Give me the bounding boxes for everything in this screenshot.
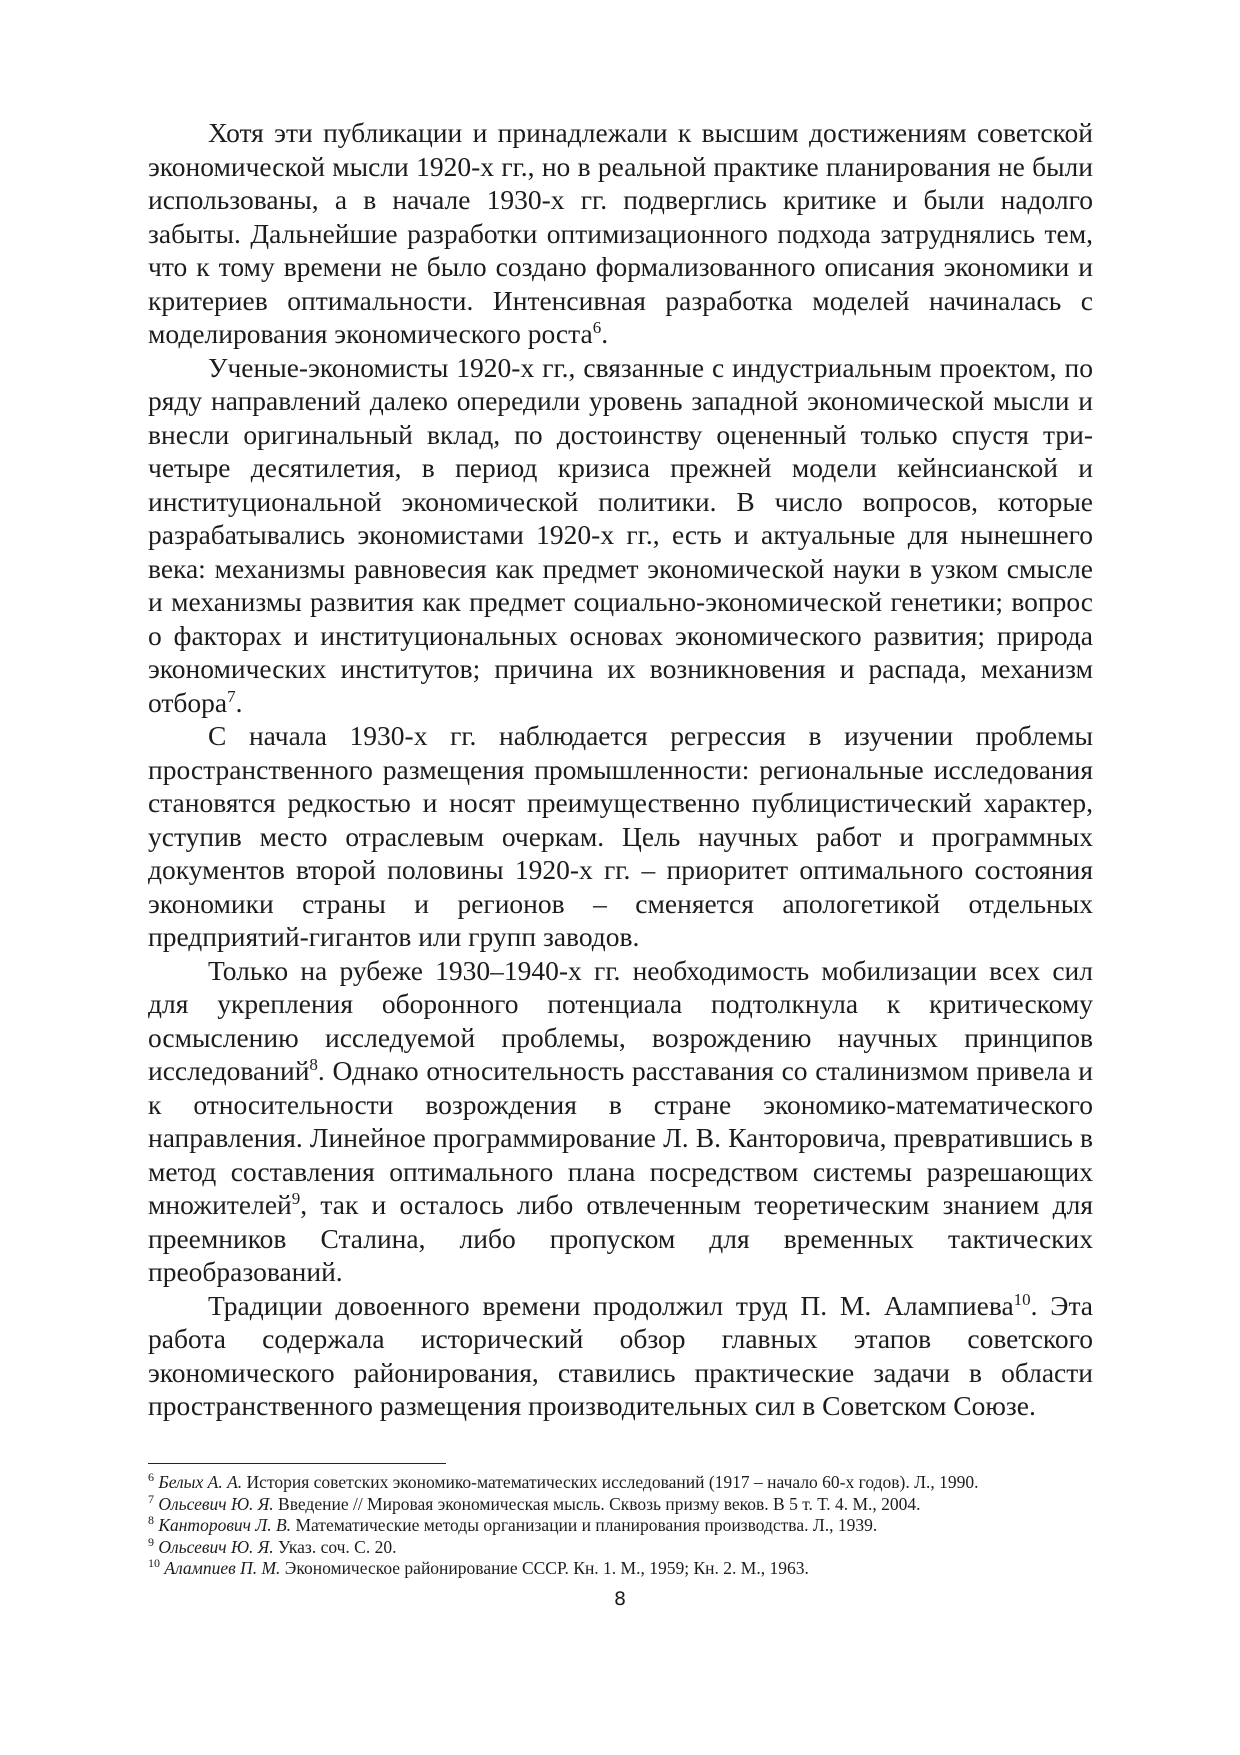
page-number: 8 — [613, 1588, 627, 1610]
paragraph-text: Традиции довоенного времени продолжил труд П. М. Алампиева — [208, 1289, 1014, 1321]
footnote — [148, 1472, 1093, 1494]
footnote — [148, 1534, 1093, 1559]
paragraph — [148, 116, 1093, 351]
footnote-text: История советских экономико-математических исследований (1917 – начало 60-х годов). Л., 1990. — [242, 1472, 979, 1492]
footnote-separator — [148, 1463, 446, 1464]
paragraph — [148, 719, 1093, 954]
body-text — [148, 116, 1093, 1423]
footnote-number: 6 — [148, 1470, 154, 1485]
footnote-author: Белых А. А. — [158, 1472, 243, 1492]
footnote-author: Ольсевич Ю. Я. — [158, 1493, 274, 1514]
footnote-reference[interactable]: 7 — [227, 686, 236, 706]
paragraph-text: . — [601, 318, 609, 349]
paragraph-text: Хотя эти публикации и принадлежали к высшим достижениям советской экономической мысли 1920-х гг., но в реальной практике планирования не были использованы, а в начале 1930-х гг. подверглись критике и были надолго забыты. Дальнейшие разработки оптимизационного подхода затруднялись тем, что к тому времени не было создано формализованного описания экономики и критериев оптимальности. Интенсивная разработка моделей начиналась с моделирования экономического роста — [148, 117, 1093, 349]
footnote — [148, 1558, 1093, 1580]
footnote-text: Введение // Мировая экономическая мысль. Сквозь призму веков. В 5 т. Т. 4. М., 2004. — [273, 1493, 921, 1514]
footnote — [148, 1515, 1093, 1537]
footnote-text: Экономическое районирование СССР. Кн. 1. М., 1959; Кн. 2. М., 1963. — [280, 1558, 809, 1578]
footnote-number: 9 — [148, 1534, 154, 1549]
footnote-author: Алампиев П. М. — [164, 1558, 281, 1578]
footnote-reference[interactable]: 8 — [309, 1054, 318, 1074]
footnote-number: 7 — [148, 1491, 154, 1506]
paragraph-text: . Однако относительность расставания со сталинизмом привела и к относительности возрождения в стране экономико-математического направления. Линейное программирование Л. В. Канторовича, превратившись в метод составления оптимального плана посредством системы разрешающих множителей — [148, 1055, 1093, 1220]
paragraph-text: . Эта работа содержала исторический обзор главных этапов советского экономического районирования, ставились практические задачи в области пространственного размещения производительных сил в Советском Союзе. — [148, 1289, 1094, 1421]
footnotes — [148, 1472, 1093, 1580]
footnote-author: Ольсевич Ю. Я. — [158, 1536, 274, 1557]
paragraph-text: , так и осталось либо отвлеченным теоретическим знанием для преемников Сталина, либо пропуском для временных тактических преобразований. — [148, 1189, 1093, 1287]
paragraph-text: Только на рубеже 1930–1940-х гг. необходимость мобилизации всех сил для укрепления оборонного потенциала подтолкнула к критическому осмыслению исследуемой проблемы, возрождению научных принципов исследований — [148, 954, 1093, 1086]
paragraph — [148, 1289, 1093, 1423]
paragraph-text: С начала 1930-х гг. наблюдается регрессия в изучении проблемы пространственного размещения промышленности: региональные исследования становятся редкостью и носят преимущественно публицистический характер, уступив место отраслевым очеркам. Цель научных работ и программных документов второй половины 1920-х гг. – приоритет оптимального состояния экономики страны и регионов – сменяется апологетикой отдельных предприятий-гигантов или групп заводов. — [148, 720, 1093, 952]
footnote-text: Указ. соч. С. 20. — [273, 1536, 397, 1557]
paragraph — [148, 351, 1093, 720]
footnote-text: Математические методы организации и планирования производства. Л., 1939. — [291, 1515, 878, 1535]
paragraph-text: Ученые-экономисты 1920-х гг., связанные с индустриальным проектом, по ряду направлений далеко опередили уровень западной экономической мысли и внесли оригинальный вклад, по достоинству оцененный только спустя три-четыре десятилетия, в период кризиса прежней модели кейнсианской и институциональной экономической политики. В число вопросов, которые разрабатывались экономистами 1920-х гг., есть и актуальные для нынешнего века: механизмы равновесия как предмет экономической науки в узком смысле и механизмы развития как предмет социально-экономической генетики; вопрос о факторах и институциональных основах экономического развития; природа экономических институтов; причина их возникновения и распада, механизм отбора — [148, 351, 1093, 718]
paragraph — [148, 954, 1093, 1289]
footnote-reference[interactable]: 6 — [592, 317, 602, 337]
footnote-number: 10 — [148, 1556, 160, 1571]
footnote — [148, 1491, 1093, 1516]
footnote-author: Канторович Л. В. — [158, 1515, 292, 1535]
footnote-reference[interactable]: 10 — [1013, 1289, 1031, 1309]
footnote-reference[interactable]: 9 — [291, 1188, 301, 1208]
footnote-number: 8 — [148, 1513, 154, 1528]
paragraph-text: . — [235, 686, 243, 718]
